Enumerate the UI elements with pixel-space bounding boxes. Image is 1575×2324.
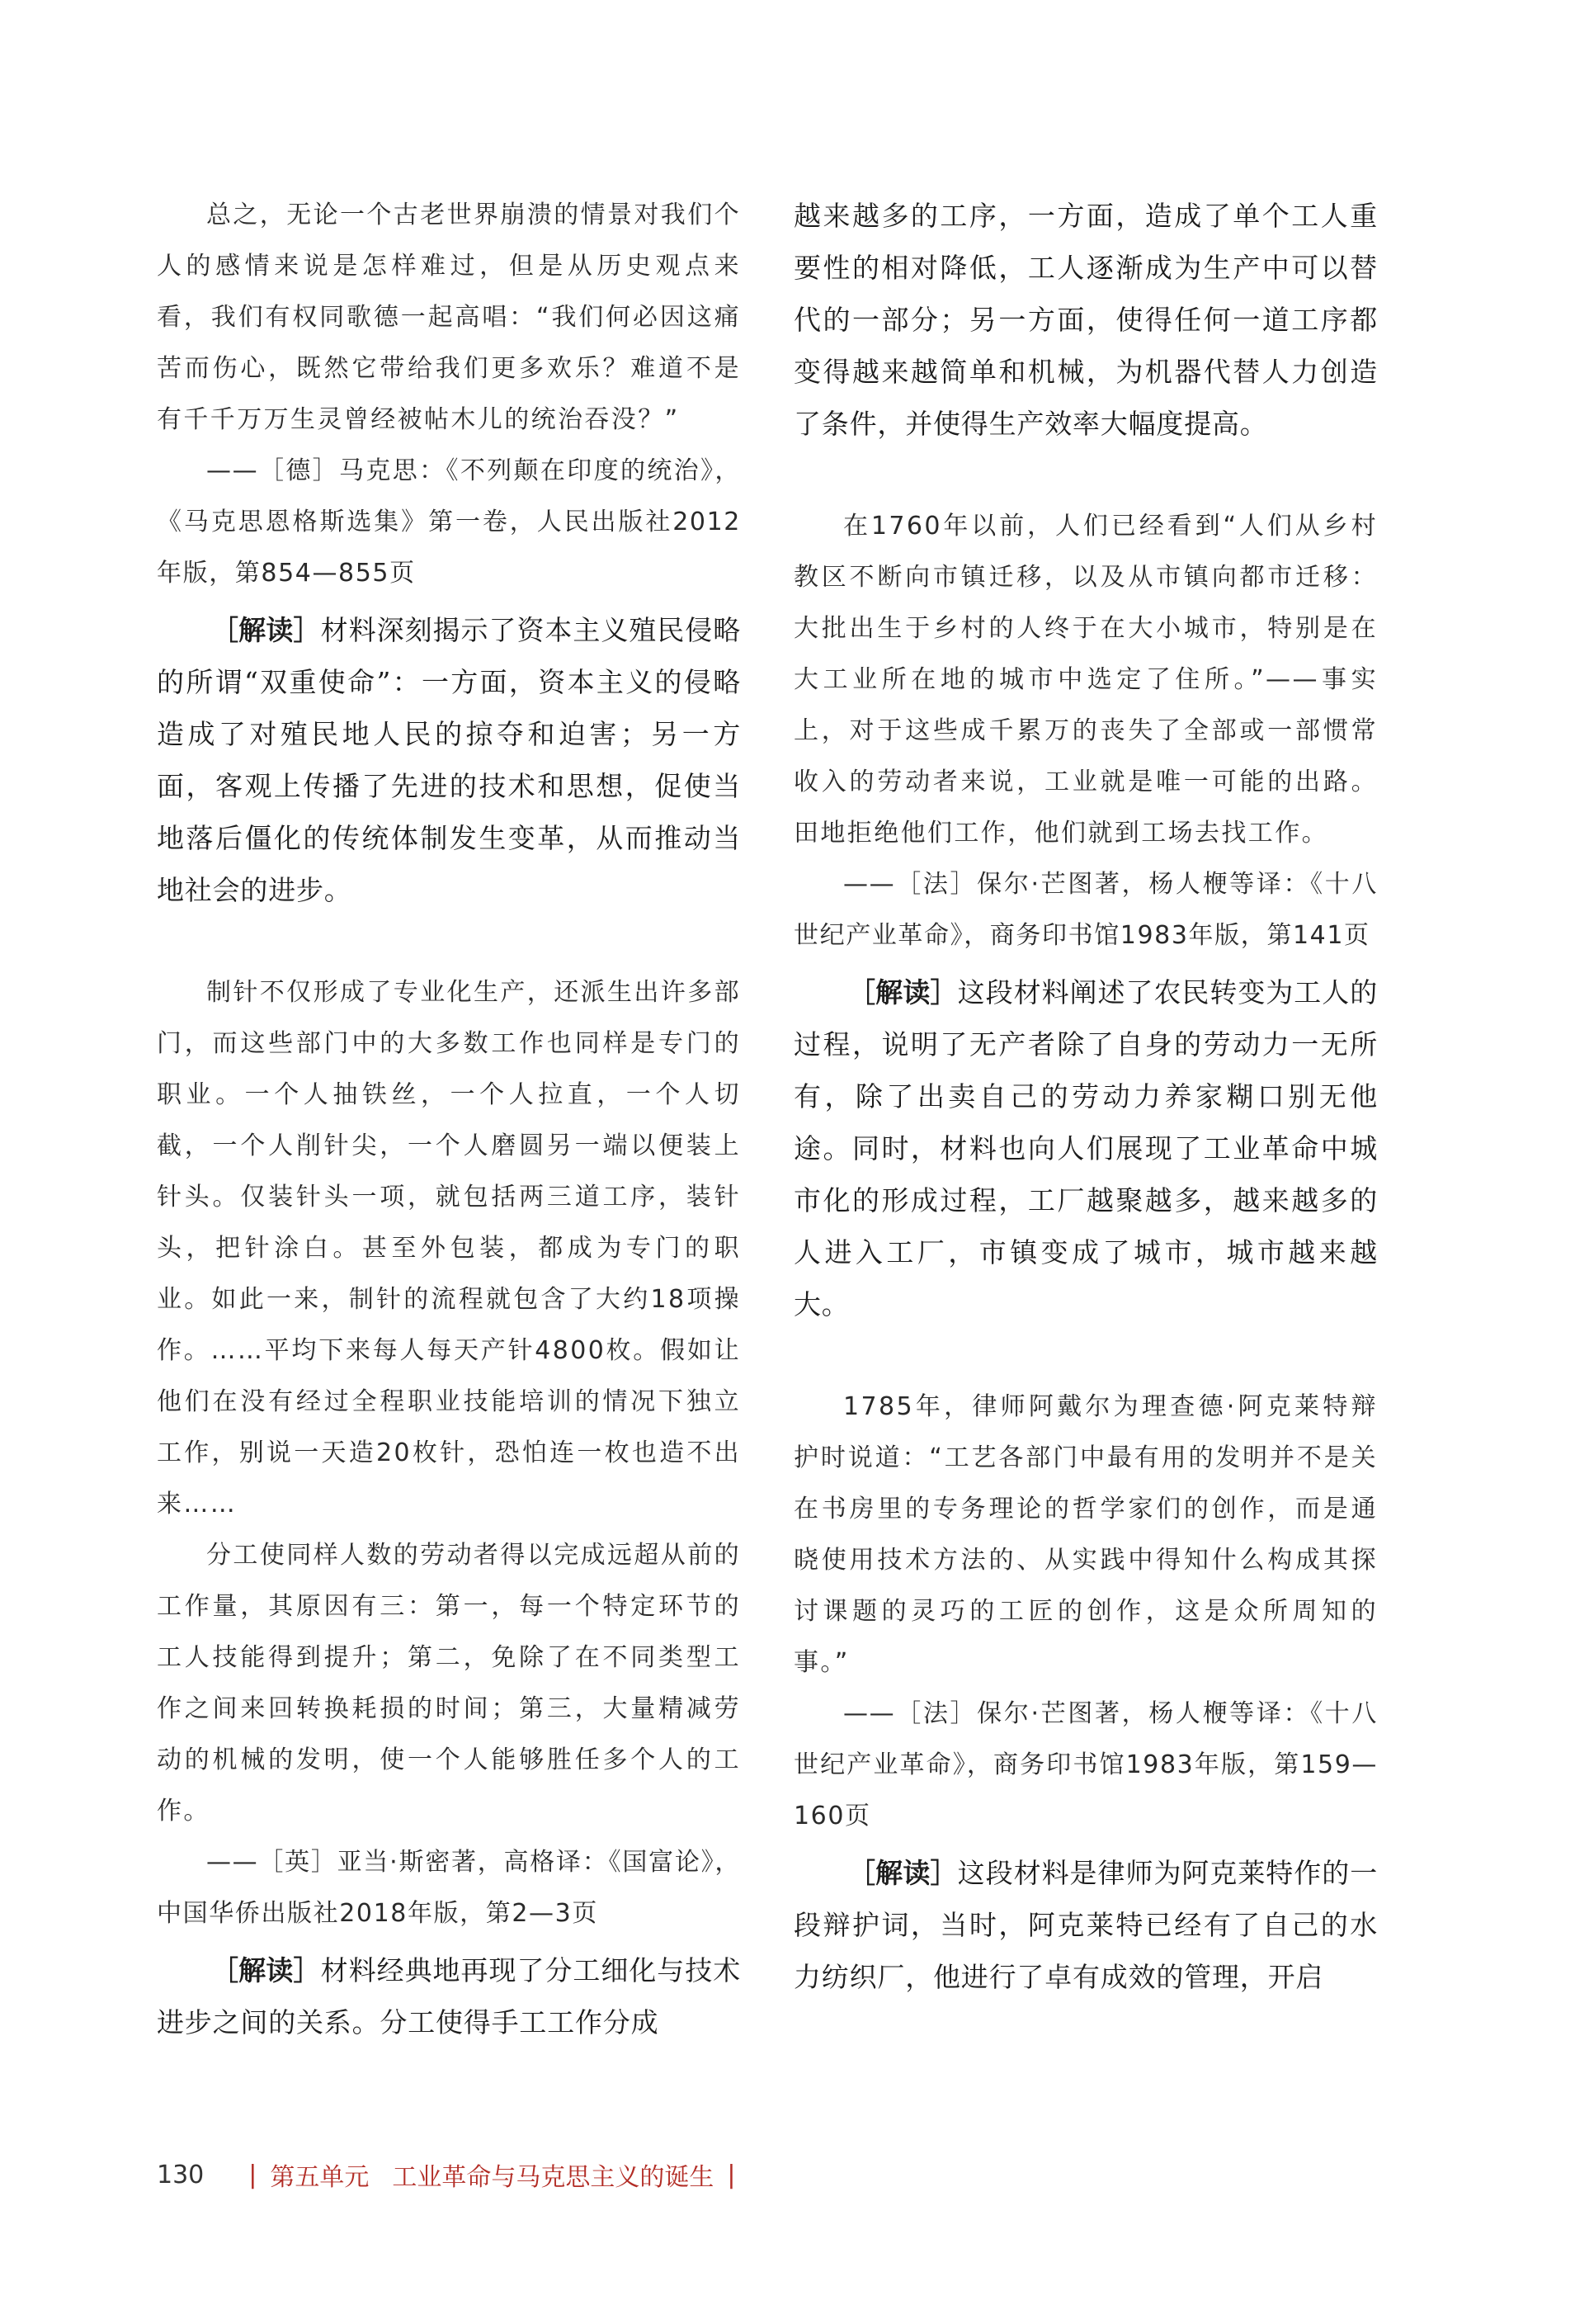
- mantoux-quote-1-source: ——［法］保尔·芒图著，杨人楩等译：《十八世纪产业革命》，商务印书馆1983年版，第141页: [794, 870, 1378, 950]
- mantoux-quote-2-source: ——［法］保尔·芒图著，杨人楩等译：《十八世纪产业革命》，商务印书馆1983年版，第159—160页: [794, 1699, 1378, 1830]
- interpretation-tag: ［解读］: [211, 1954, 321, 1986]
- marx-quote-source: ——［德］马克思：《不列颠在印度的统治》，《马克思恩格斯选集》第一卷，人民出版社2012年版，第854—855页: [157, 456, 741, 588]
- unit-label: 第五单元: [270, 2163, 370, 2192]
- page-footer: [157, 2154, 748, 2195]
- page-number: 130: [157, 2160, 205, 2189]
- smith-quote-part1: 制针不仅形成了专业化生产，还派生出许多部门，而这些部门中的大多数工作也同样是专门的职业。一个人抽铁丝，一个人拉直，一个人切截，一个人削针尖，一个人磨圆另一端以便装上针头。仅装针头一项，就包括两三道工序，装针头，把针涂白。甚至外包装，都成为专门的职业。如此一来，制针的流程就包含了大约18项操作。……平均下来每人每天产针4800枚。假如让他们在没有经过全程职业技能培训的情况下独立工作，别说一天造20枚针，恐怕连一枚也造不出来……: [157, 978, 741, 1519]
- left-column: [157, 190, 741, 2048]
- interpretation-4: [794, 1847, 1378, 2003]
- right-column: [794, 190, 1378, 2003]
- interpretation-1-text: 材料深刻揭示了资本主义殖民侵略的所谓“双重使命”：一方面，资本主义的侵略造成了对殖民地人民的掠夺和迫害；另一方面，客观上传播了先进的技术和思想，促使当地落后僵化的传统体制发生变革，从而推动当地社会的进步。: [157, 614, 742, 906]
- footer-divider: |: [727, 2160, 736, 2189]
- footer-divider: |: [248, 2160, 257, 2189]
- interpretation-2: [157, 1944, 741, 2048]
- interpretation-tag: ［解读］: [848, 1857, 958, 1889]
- smith-quote-part2: 分工使同样人数的劳动者得以完成远超从前的工作量，其原因有三：第一，每一个特定环节的工人技能得到提升；第二，免除了在不同类型工作之间来回转换耗损的时间；第三，大量精减劳动的机械的发明，使一个人能够胜任多个人的工作。: [157, 1541, 741, 1826]
- interpretation-2-text: 材料经典地再现了分工细化与技术进步之间的关系。分工使得手工工作分成: [157, 1954, 742, 2038]
- interpretation-tag: ［解读］: [848, 976, 958, 1008]
- interpretation-1: [157, 604, 741, 916]
- mantoux-quote-1: 在1760年以前，人们已经看到“人们从乡村教区不断向市镇迁移，以及从市镇向都市迁移：大批出生于乡村的人终于在大小城市，特别是在大工业所在地的城市中选定了住所。”——事实上，对于这些成千累万的丧失了全部或一部惯常收入的劳动者来说，工业就是唯一可能的出路。田地拒绝他们工作，他们就到工场去找工作。: [794, 512, 1378, 848]
- smith-quote-source: ——［英］亚当·斯密著，高格译：《国富论》，中国华侨出版社2018年版，第2—3页: [157, 1848, 741, 1928]
- interpretation-2-continued: 越来越多的工序，一方面，造成了单个工人重要性的相对降低，工人逐渐成为生产中可以替代的一部分；另一方面，使得任何一道工序都变得越来越简单和机械，为机器代替人力创造了条件，并使得生产效率大幅度提高。: [794, 200, 1378, 440]
- interpretation-tag: ［解读］: [211, 614, 321, 646]
- interpretation-4-text: 这段材料是律师为阿克莱特作的一段辩护词，当时，阿克莱特已经有了自己的水力纺织厂，他进行了卓有成效的管理，开启: [794, 1857, 1379, 1993]
- marx-quote: 总之，无论一个古老世界崩溃的情景对我们个人的感情来说是怎样难过，但是从历史观点来看，我们有权同歌德一起高唱：“我们何必因这痛苦而伤心，既然它带给我们更多欢乐？难道不是有千千万万生灵曾经被帖木儿的统治吞没？”: [157, 201, 741, 434]
- mantoux-quote-2: 1785年，律师阿戴尔为理查德·阿克莱特辩护时说道：“工艺各部门中最有用的发明并不是关在书房里的专务理论的哲学家们的创作，而是通晓使用技术方法的、从实践中得知什么构成其探讨课题的灵巧的工匠的创作，这是众所周知的事。”: [794, 1392, 1378, 1677]
- unit-title: 工业革命与马克思主义的诞生: [392, 2163, 714, 2192]
- interpretation-3: [794, 966, 1378, 1330]
- interpretation-3-text: 这段材料阐述了农民转变为工人的过程，说明了无产者除了自身的劳动力一无所有，除了出卖自己的劳动力养家糊口别无他途。同时，材料也向人们展现了工业革命中城市化的形成过程，工厂越聚越多，越来越多的人进入工厂，市镇变成了城市，城市越来越大。: [794, 976, 1379, 1320]
